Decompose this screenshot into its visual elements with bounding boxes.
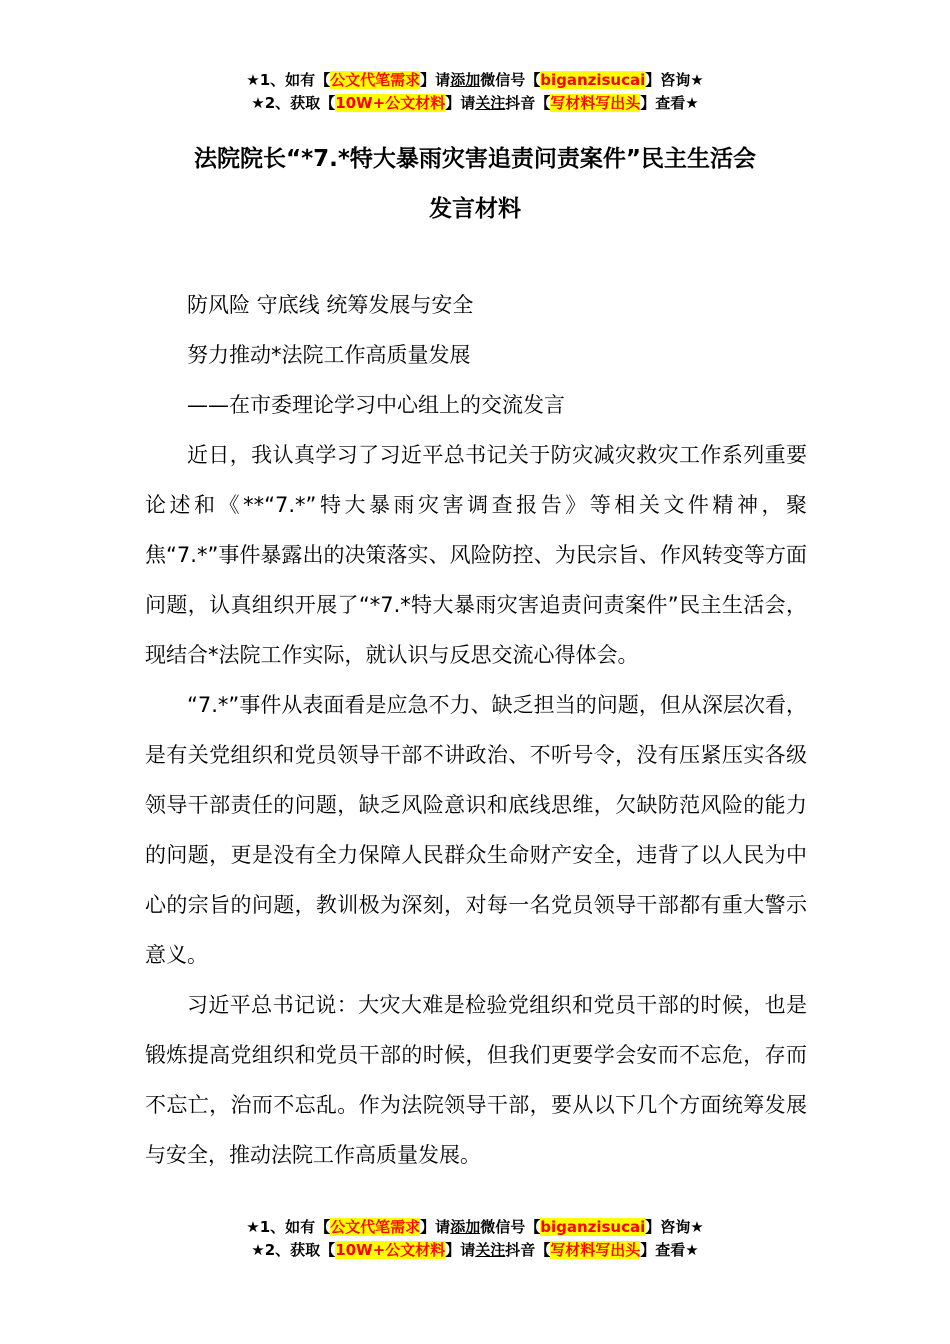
paragraph: “7.*”事件从表面看是应急不力、缺乏担当的问题，但从深层次看，是有关党组织和党员领导干部不讲政治、不听号令，没有压紧压实各级领导干部责任的问题，缺乏风险意识和底线思维，欠缺防范风险的能力的问题，更是没有全力保障人民群众生命财产安全，违背了以人民为中心的宗旨的问题，教训极为深刻，对每一名党员领导干部都有重大警示意义。 <box>145 693 807 967</box>
banner-line-1: ★1、如有【公文代笔需求】请添加微信号【biganzisucai】咨询★ <box>246 1218 704 1236</box>
highlight-douyin-account: 写材料写出头 <box>550 94 641 112</box>
paragraph: 近日，我认真学习了习近平总书记关于防灾减灾救灾工作系列重要论述和《**“7.*”特大暴雨灾害调查报告》等相关文件精神，聚焦“7.*”事件暴露出的决策落实、风险防控、为民宗旨、作风转变等方面问题，认真组织开展了“*7.*特大暴雨灾害追责问责案件”民主生活会，现结合*法院工作实际，就认识与反思交流心得体会。 <box>145 443 807 667</box>
subtitle-2: 努力推动*法院工作高质量发展 <box>187 343 471 367</box>
highlight-materials: 10W+公文材料 <box>335 1241 446 1259</box>
banner-line-2: ★2、获取【10W+公文材料】请关注抖音【写材料写出头】查看★ <box>251 94 699 112</box>
title-line-2: 发言材料 <box>429 196 521 222</box>
document-body <box>145 280 807 1180</box>
highlight-materials: 10W+公文材料 <box>335 94 446 112</box>
highlight-service: 公文代笔需求 <box>330 1218 421 1236</box>
highlight-wechat-id: biganzisucai <box>540 71 646 89</box>
subtitle-1: 防风险 守底线 统筹发展与安全 <box>187 293 474 317</box>
banner-line-2: ★2、获取【10W+公文材料】请关注抖音【写材料写出头】查看★ <box>251 1241 699 1259</box>
highlight-wechat-id: biganzisucai <box>540 1218 646 1236</box>
highlight-service: 公文代笔需求 <box>330 71 421 89</box>
document-title <box>100 134 850 234</box>
highlight-douyin-account: 写材料写出头 <box>550 1241 641 1259</box>
subtitle-3: ——在市委理论学习中心组上的交流发言 <box>187 393 565 417</box>
title-line-1: 法院院长“*7.*特大暴雨灾害追责问责案件”民主生活会 <box>193 146 757 172</box>
banner-line-1: ★1、如有【公文代笔需求】请添加微信号【biganzisucai】咨询★ <box>246 71 704 89</box>
footer-banner <box>0 1216 950 1262</box>
header-banner <box>0 69 950 115</box>
paragraph: 习近平总书记说：大灾大难是检验党组织和党员干部的时候，也是锻炼提高党组织和党员干部的时候，但我们更要学会安而不忘危，存而不忘亡，治而不忘乱。作为法院领导干部，要从以下几个方面统筹发展与安全，推动法院工作高质量发展。 <box>145 993 807 1167</box>
